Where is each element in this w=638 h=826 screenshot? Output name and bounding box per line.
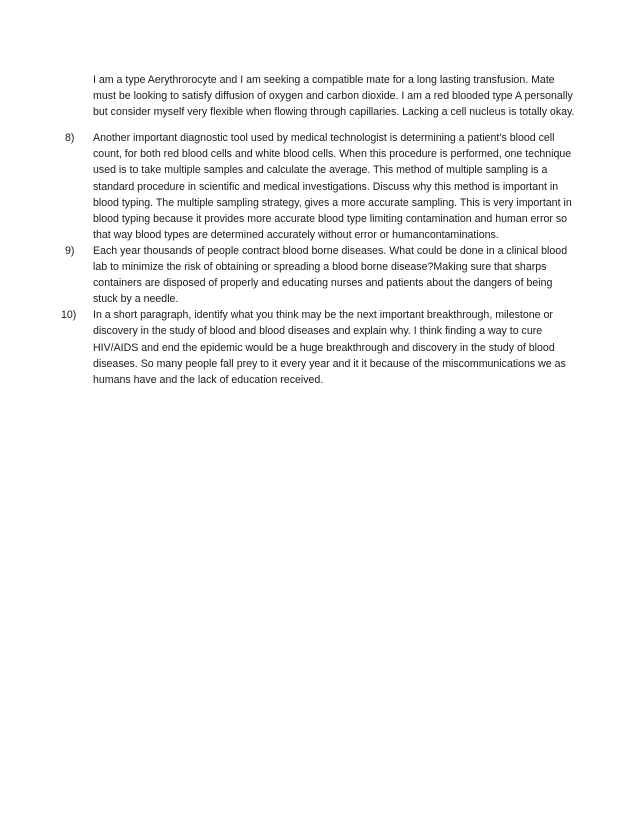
list-item-number: 9) bbox=[65, 244, 75, 257]
list-item-9 bbox=[61, 243, 576, 307]
list-item-10 bbox=[61, 307, 576, 387]
list-item-text: Another important diagnostic tool used by medical technologist is determining a patient’s blood cell count, for both red blood cells and white blood cells. When this procedure is performed, one technique used is to take multiple samples and calculate the average. This method of multiple sampling is a standard procedure in scientific and medical investigations. Discuss why this method is important in blood typing. The multiple sampling strategy, gives a more accurate sampling. This is very important in blood typing because it provides more accurate blood type limiting contamination and human error so that way blood types are determined accurately without error or humancontaminations. bbox=[93, 132, 572, 241]
list-item-text: Each year thousands of people contract blood borne diseases. What could be done in a clinical blood lab to minimize the risk of obtaining or spreading a blood borne disease?Making sure that sharps containers are disposed of properly and educating nurses and patients about the dangers of being stuck by a needle. bbox=[93, 244, 568, 306]
intro-paragraph: I am a type Aerythrorocyte and I am seeking a compatible mate for a long lasting transfusion. Mate must be looking to satisfy diffusion of oxygen and carbon dioxide. I am a red blooded type A personally but consider myself very flexible when flowing through capillaries. Lacking a cell nucleus is totally okay. bbox=[93, 74, 575, 119]
list-item-8 bbox=[61, 130, 576, 243]
document-body bbox=[61, 72, 576, 388]
list-item-number: 8) bbox=[65, 132, 75, 145]
list-item-number: 10) bbox=[61, 309, 77, 322]
list-item-text: In a short paragraph, identify what you think may be the next important breakthrough, milestone or discovery in the study of blood and blood diseases and explain why. I think finding a way to cure HIV/AIDS and end the epidemic would be a huge breakthrough and discovery in the study of blood diseases. So many people fall prey to it every year and it it because of the miscommunications we as humans have and the lack of education received. bbox=[93, 309, 566, 386]
